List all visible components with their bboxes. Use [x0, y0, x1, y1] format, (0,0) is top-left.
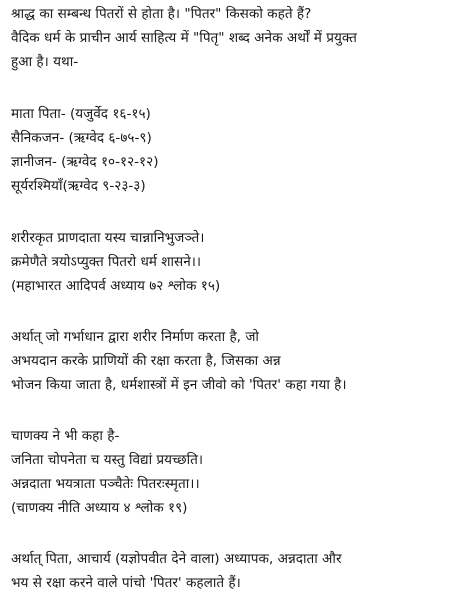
chanakya-intro: चाणक्य ने भी कहा है- — [11, 428, 120, 444]
chanakya-source: (चाणक्य नीति अध्याय ४ श्लोक १९) — [11, 500, 188, 516]
intro-line-1: श्राद्ध का सम्बन्ध पितरों से होता है। "पितर" किसको कहते हैं? — [11, 6, 312, 22]
list-item-mata-pita: माता पिता- (यजुर्वेद १६-१५) — [11, 106, 151, 122]
meaning2-line-2: भय से रक्षा करने वाले पांचो 'पितर' कहलाते हैं। — [11, 575, 241, 591]
list-item-suryarashmiyan: सूर्यरश्मियाँ(ऋग्वेद ९-२३-३) — [11, 178, 146, 194]
intro-line-2: वैदिक धर्म के प्राचीन आर्य साहित्य में "पितृ" शब्द अनेक अर्थों में प्रयुक्त — [11, 30, 357, 46]
list-item-gyanijan: ज्ञानीजन- (ऋग्वेद १०-१२-१२) — [11, 154, 159, 170]
chanakya-verse-2: अन्नदाता भयत्राता पञ्चैतेः पितरःस्मृता।। — [11, 476, 200, 492]
chanakya-verse-1: जनिता चोपनेता च यस्तु विद्यां प्रयच्छति। — [11, 452, 204, 468]
meaning1-line-3: भोजन किया जाता है, धर्मशास्त्रों में इन जीवो को 'पितर' कहा गया है। — [11, 377, 347, 393]
meaning1-line-1: अर्थात् जो गर्भाधान द्वारा शरीर निर्माण करता है, जो — [11, 329, 259, 345]
mahabharata-verse-1: शरीरकृत प्राणदाता यस्य चान्नानिभुजञ्ते। — [11, 230, 205, 246]
list-item-sainikjan: सैनिकजन- (ऋग्वेद ६-७५-९) — [11, 130, 152, 146]
meaning1-line-2: अभयदान करके प्राणियों की रक्षा करता है, जिसका अन्न — [11, 353, 281, 369]
mahabharata-source: (महाभारत आदिपर्व अध्याय ७२ श्लोक १५) — [11, 278, 221, 294]
meaning2-line-1: अर्थात् पिता, आचार्य (यज्ञोपवीत देने वाला) अध्यापक, अन्नदाता और — [11, 551, 342, 567]
intro-line-3: हुआ है। यथा- — [11, 54, 79, 70]
mahabharata-verse-2: क्रमेणैते त्रयोऽप्युक्त पितरो धर्म शासने।। — [11, 254, 202, 270]
